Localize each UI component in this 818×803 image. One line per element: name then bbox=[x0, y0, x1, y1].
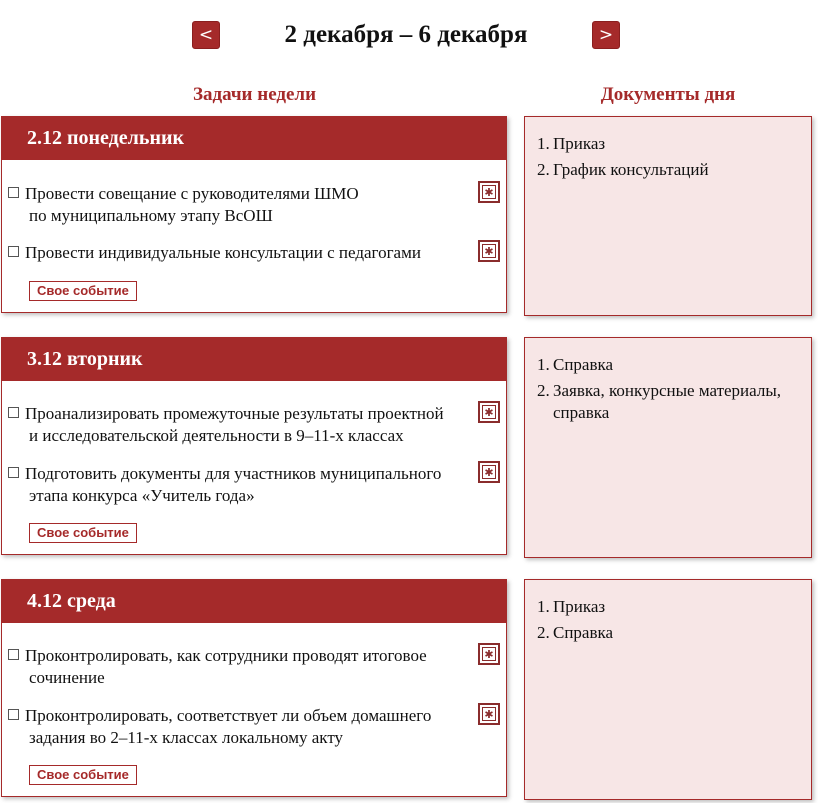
task-item bbox=[8, 463, 500, 507]
delete-task-button[interactable] bbox=[478, 461, 500, 483]
day-card bbox=[1, 579, 507, 797]
document-link[interactable]: Приказ bbox=[553, 134, 606, 153]
task-checkbox[interactable] bbox=[8, 407, 19, 418]
task-text-line: Провести совещание с руководителями ШМО bbox=[25, 184, 359, 203]
document-item bbox=[525, 354, 801, 376]
document-number: 2. bbox=[537, 160, 550, 179]
document-number: 2. bbox=[537, 381, 550, 400]
task-text-line: задания во 2–11-х классах локальному акту bbox=[29, 728, 344, 747]
delete-task-button[interactable] bbox=[478, 181, 500, 203]
document-number: 2. bbox=[537, 623, 550, 642]
document-item bbox=[525, 380, 801, 424]
next-week-button[interactable]: > bbox=[592, 21, 620, 49]
delete-icon: ✱ bbox=[482, 405, 496, 419]
own-event-button[interactable]: Свое событие bbox=[29, 765, 137, 785]
own-event-button[interactable]: Свое событие bbox=[29, 523, 137, 543]
task-text-line: Проконтролировать, как сотрудники проводят итоговое bbox=[25, 646, 427, 665]
task-item bbox=[8, 403, 500, 447]
docs-column-title: Документы дня bbox=[600, 84, 736, 105]
task-text-line: Проанализировать промежуточные результаты проектной bbox=[25, 404, 444, 423]
day-card bbox=[1, 337, 507, 555]
own-event-button[interactable]: Свое событие bbox=[29, 281, 137, 301]
delete-icon: ✱ bbox=[482, 707, 496, 721]
task-item bbox=[8, 242, 500, 264]
task-text-line: Проконтролировать, соответствует ли объем домашнего bbox=[25, 706, 432, 725]
document-link[interactable]: Заявка, конкурсные материалы, справка bbox=[553, 381, 781, 422]
delete-task-button[interactable] bbox=[478, 240, 500, 262]
document-item bbox=[525, 133, 801, 155]
delete-icon: ✱ bbox=[482, 465, 496, 479]
day-title: 4.12 среда bbox=[2, 580, 506, 623]
document-link[interactable]: Приказ bbox=[553, 597, 606, 616]
document-number: 1. bbox=[537, 134, 550, 153]
task-item bbox=[8, 705, 500, 749]
day-documents bbox=[524, 337, 812, 558]
document-item bbox=[525, 622, 801, 644]
day-title: 2.12 понедельник bbox=[2, 117, 506, 160]
prev-week-button[interactable]: < bbox=[192, 21, 220, 49]
document-number: 1. bbox=[537, 597, 550, 616]
delete-task-button[interactable] bbox=[478, 643, 500, 665]
document-link[interactable]: График консультаций bbox=[553, 160, 709, 179]
delete-icon: ✱ bbox=[482, 185, 496, 199]
task-text-line: по муниципальному этапу ВсОШ bbox=[29, 206, 273, 225]
document-link[interactable]: Справка bbox=[553, 623, 614, 642]
tasks-column-title: Задачи недели bbox=[192, 84, 317, 105]
day-title: 3.12 вторник bbox=[2, 338, 506, 381]
delete-task-button[interactable] bbox=[478, 703, 500, 725]
day-card bbox=[1, 116, 507, 313]
task-item bbox=[8, 183, 500, 227]
task-checkbox[interactable] bbox=[8, 187, 19, 198]
delete-icon: ✱ bbox=[482, 244, 496, 258]
document-item bbox=[525, 159, 801, 181]
task-checkbox[interactable] bbox=[8, 467, 19, 478]
task-text-line: этапа конкурса «Учитель года» bbox=[29, 486, 255, 505]
task-text-line: сочинение bbox=[29, 668, 105, 687]
document-item bbox=[525, 596, 801, 618]
task-checkbox[interactable] bbox=[8, 246, 19, 257]
task-text-line: и исследовательской деятельности в 9–11-х классах bbox=[29, 426, 404, 445]
task-text-line: Подготовить документы для участников муниципального bbox=[25, 464, 442, 483]
day-documents bbox=[524, 116, 812, 316]
delete-task-button[interactable] bbox=[478, 401, 500, 423]
task-item bbox=[8, 645, 500, 689]
delete-icon: ✱ bbox=[482, 647, 496, 661]
document-link[interactable]: Справка bbox=[553, 355, 614, 374]
task-checkbox[interactable] bbox=[8, 649, 19, 660]
document-number: 1. bbox=[537, 355, 550, 374]
task-text-line: Провести индивидуальные консультации с педагогами bbox=[25, 243, 421, 262]
day-documents bbox=[524, 579, 812, 800]
week-title: 2 декабря – 6 декабря bbox=[284, 21, 528, 48]
task-checkbox[interactable] bbox=[8, 709, 19, 720]
